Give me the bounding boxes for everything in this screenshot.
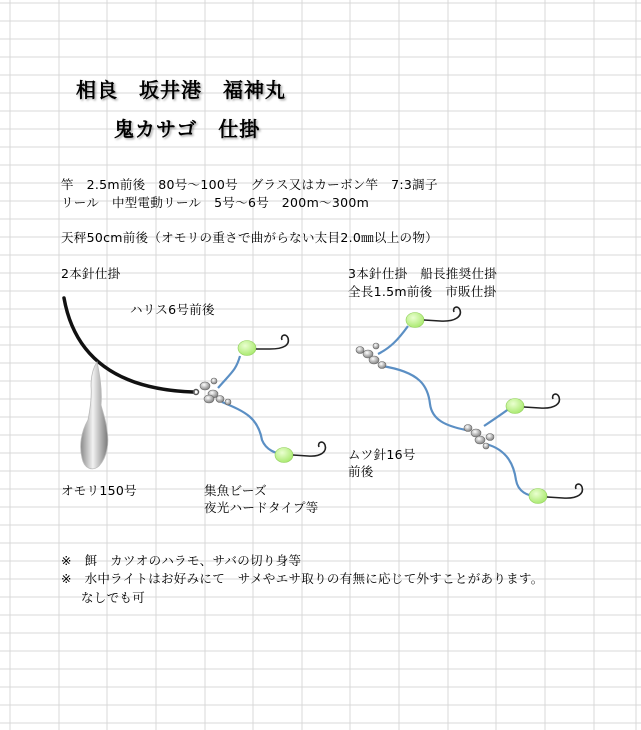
glow-bead	[506, 399, 524, 414]
hook	[293, 442, 325, 456]
sinker	[81, 362, 108, 469]
leader-mid-branch	[484, 408, 510, 426]
note-bait: ※ 餌 カツオのハラモ、サバの切り身等	[61, 553, 302, 568]
hook-label-1: ムツ針16号	[348, 447, 416, 462]
main-line	[382, 366, 466, 430]
harris-label: ハリス6号前後	[130, 302, 215, 317]
beads-label-1: 集魚ビーズ	[204, 483, 267, 498]
beads-label-2: 夜光ハードタイプ等	[204, 500, 319, 515]
swivel-left	[200, 378, 231, 405]
two-hook-heading: 2本針仕掛	[61, 266, 121, 281]
glow-bead	[406, 313, 424, 328]
spec-rod: 竿 2.5m前後 80号～100号 グラス又はカーボン竿 7:3調子	[61, 177, 438, 192]
hook	[256, 335, 288, 349]
hook-label-2: 前後	[348, 464, 374, 479]
title-line-1: 相良 坂井港 福神丸	[76, 78, 286, 102]
three-hook-heading: 3本針仕掛 船長推奨仕掛	[348, 266, 498, 281]
hook	[547, 484, 582, 498]
spec-reel: リール 中型電動リール 5号～6号 200m～300m	[61, 195, 370, 210]
leader-upper-left	[218, 356, 240, 388]
glow-bead	[275, 448, 293, 463]
leader-lower-left	[222, 402, 284, 454]
note-light: ※ 水中ライトはお好みにて サメやエサ取りの有無に応じて外すことがあります。	[61, 571, 544, 586]
glow-bead	[238, 341, 256, 356]
leader-top-branch	[378, 326, 408, 354]
tenbin-eye	[194, 390, 199, 395]
spec-tenbin: 天秤50cm前後（オモリの重さで曲がらない太目2.0㎜以上の物）	[61, 230, 438, 245]
glow-bead	[529, 489, 547, 504]
leader-lower-branch	[486, 444, 536, 496]
sinker-label: オモリ150号	[61, 483, 137, 498]
title-line-2: 鬼カサゴ 仕掛	[114, 117, 261, 141]
hook	[424, 307, 460, 321]
swivel-top	[356, 343, 386, 369]
three-hook-length: 全長1.5m前後 市販仕掛	[348, 284, 497, 299]
note-light-cont: なしでも可	[81, 590, 146, 605]
hook	[524, 394, 559, 408]
